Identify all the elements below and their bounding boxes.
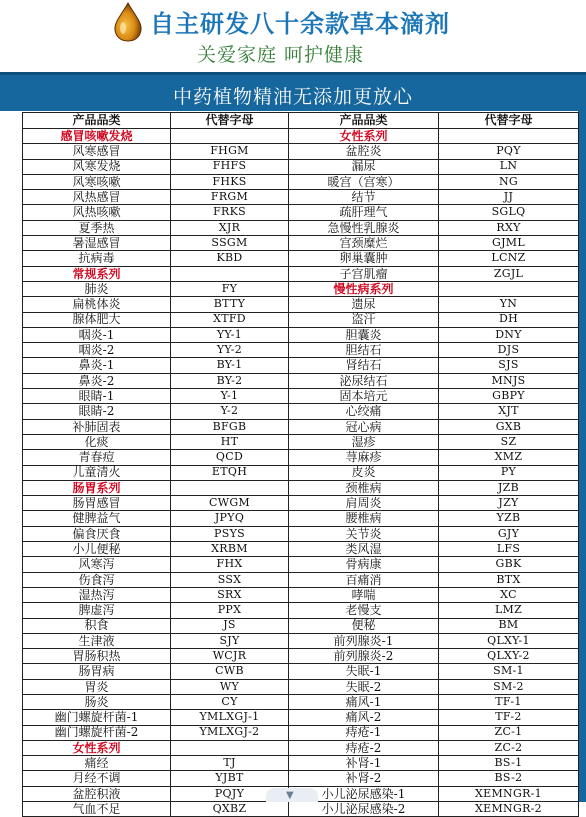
right-edge-bar [578,111,586,802]
product-cell: 老慢支 [289,603,439,618]
code-cell: SRX [171,587,289,602]
code-cell: GJY [439,526,579,541]
product-cell: 补肾-2 [289,771,439,786]
code-cell: FRGM [171,190,289,205]
code-cell: FHX [171,557,289,572]
table-row [23,664,579,679]
code-cell: QXBZ [171,802,289,817]
code-cell: TF-1 [439,694,579,709]
code-cell: BY-1 [171,358,289,373]
code-cell: LMZ [439,603,579,618]
code-cell: GXB [439,419,579,434]
header-code-1: 代替字母 [171,113,289,129]
product-cell: 生津液 [23,633,171,648]
banner [0,72,586,111]
product-cell: 卵巢囊肿 [289,251,439,266]
product-cell: 荨麻疹 [289,450,439,465]
code-cell: FY [171,281,289,296]
code-cell: GBPY [439,389,579,404]
header-code-2: 代替字母 [439,113,579,129]
table-row [23,480,579,495]
code-cell: XMZ [439,450,579,465]
table-row [23,771,579,786]
table-row [23,312,579,327]
product-cell: 盗汗 [289,312,439,327]
code-cell: HT [171,434,289,449]
code-cell [171,480,289,495]
code-cell: ETQH [171,465,289,480]
product-cell: 咽炎-1 [23,327,171,342]
table-row [23,710,579,725]
product-cell: 风热感冒 [23,190,171,205]
code-cell: LCNZ [439,251,579,266]
product-cell: 急慢性乳腺炎 [289,220,439,235]
code-cell: SM-1 [439,664,579,679]
table-row [23,220,579,235]
product-cell: 小儿便秘 [23,542,171,557]
product-cell: 湿热泻 [23,587,171,602]
product-cell: 眼睛-2 [23,404,171,419]
code-cell: XJR [171,220,289,235]
code-cell: RXY [439,220,579,235]
code-cell: PSYS [171,526,289,541]
product-cell: 风寒咳嗽 [23,174,171,189]
table-row [23,756,579,771]
table-row [23,389,579,404]
oil-drop-icon [112,2,144,42]
product-cell: 类风湿 [289,542,439,557]
product-cell: 子宫肌瘤 [289,266,439,281]
page-subtitle: 关爱家庭 呵护健康 [197,44,365,66]
table-row [23,450,579,465]
table-row [23,679,579,694]
product-cell: 抗病毒 [23,251,171,266]
product-cell: 青春痘 [23,450,171,465]
code-cell: YMLXGJ-2 [171,725,289,740]
product-cell: 结节 [289,190,439,205]
table-row [23,327,579,342]
table-row [23,266,579,281]
code-cell: XJT [439,404,579,419]
code-cell: JS [171,618,289,633]
product-cell: 胃肠积热 [23,649,171,664]
product-cell: 痔疮-1 [289,725,439,740]
product-cell: 扁桃体炎 [23,297,171,312]
code-cell: JPYQ [171,511,289,526]
table-row [23,434,579,449]
product-cell: 暑湿感冒 [23,236,171,251]
table-row [23,419,579,434]
code-cell: QLXY-1 [439,633,579,648]
code-cell: DH [439,312,579,327]
table-row [23,740,579,755]
product-cell: 痔疮-2 [289,740,439,755]
product-cell: 脾虚泻 [23,603,171,618]
code-cell: YMLXGJ-1 [171,710,289,725]
code-cell: CWB [171,664,289,679]
product-cell: 泌尿结石 [289,373,439,388]
code-cell: FHKS [171,174,289,189]
code-cell: ZGJL [439,266,579,281]
code-cell: LFS [439,542,579,557]
code-cell: TJ [171,756,289,771]
product-cell: 便秘 [289,618,439,633]
table-row [23,618,579,633]
code-cell [171,129,289,144]
code-cell: XEMNGR-1 [439,786,579,801]
code-cell: BFGB [171,419,289,434]
product-cell: 肠炎 [23,694,171,709]
product-cell: 小儿泌尿感染-2 [289,802,439,817]
code-cell: CY [171,694,289,709]
code-cell: SZ [439,434,579,449]
code-cell: SJS [439,358,579,373]
product-cell: 幽门螺旋杆菌-2 [23,725,171,740]
code-cell: FHGM [171,144,289,159]
code-cell: GJML [439,236,579,251]
product-table [22,112,579,817]
category-heading-cell: 常规系列 [23,266,171,281]
code-cell: JZB [439,480,579,495]
code-cell: WY [171,679,289,694]
code-cell: LN [439,159,579,174]
code-cell [439,281,579,296]
table-row [23,144,579,159]
code-cell: PQY [439,144,579,159]
product-cell: 暖宫（宫寒） [289,174,439,189]
product-table-container [22,112,578,817]
code-cell: BS-1 [439,756,579,771]
product-cell: 鼻炎-2 [23,373,171,388]
code-cell [171,266,289,281]
code-cell: XEMNGR-2 [439,802,579,817]
product-cell: 腰椎病 [289,511,439,526]
table-row [23,404,579,419]
table-row [23,343,579,358]
table-row [23,557,579,572]
code-cell: YZB [439,511,579,526]
product-cell: 湿疹 [289,434,439,449]
table-row [23,694,579,709]
table-header-row [23,113,579,129]
category-heading-cell: 慢性病系列 [289,281,439,296]
category-heading-cell: 女性系列 [23,740,171,755]
product-cell: 风寒发烧 [23,159,171,174]
product-cell: 儿童清火 [23,465,171,480]
code-cell: YJBT [171,771,289,786]
code-cell: ZC-1 [439,725,579,740]
product-cell: 关节炎 [289,526,439,541]
product-cell: 前列腺炎-1 [289,633,439,648]
product-cell: 鼻炎-1 [23,358,171,373]
product-cell: 偏食厌食 [23,526,171,541]
product-cell: 咽炎-2 [23,343,171,358]
page-title: 自主研发八十余款草本滴剂 [150,10,450,38]
product-cell: 胆囊炎 [289,327,439,342]
code-cell: SSX [171,572,289,587]
code-cell: DJS [439,343,579,358]
code-cell: MNJS [439,373,579,388]
table-row [23,587,579,602]
category-heading-cell: 感冒咳嗽发烧 [23,129,171,144]
table-row [23,526,579,541]
code-cell: XTFD [171,312,289,327]
code-cell: SSGM [171,236,289,251]
product-cell: 痛风-1 [289,694,439,709]
code-cell: YN [439,297,579,312]
table-row [23,373,579,388]
table-row [23,802,579,817]
code-cell: FHFS [171,159,289,174]
product-cell: 眼睛-1 [23,389,171,404]
product-cell: 健脾益气 [23,511,171,526]
code-cell: CWGM [171,496,289,511]
table-row [23,649,579,664]
table-row [23,572,579,587]
product-cell: 百痛消 [289,572,439,587]
code-cell: SM-2 [439,679,579,694]
product-cell: 固本培元 [289,389,439,404]
product-cell: 夏季热 [23,220,171,235]
code-cell: Y-1 [171,389,289,404]
product-cell: 皮炎 [289,465,439,480]
table-row [23,251,579,266]
product-cell: 肠胃病 [23,664,171,679]
code-cell: PPX [171,603,289,618]
product-cell: 痛经 [23,756,171,771]
table-row [23,511,579,526]
code-cell: GBK [439,557,579,572]
product-cell: 失眠-2 [289,679,439,694]
table-row [23,496,579,511]
scroll-down-button[interactable] [266,788,318,802]
table-row [23,281,579,296]
code-cell: BTTY [171,297,289,312]
code-cell: YY-1 [171,327,289,342]
product-cell: 盆腔积液 [23,786,171,801]
code-cell: JZY [439,496,579,511]
code-cell: QCD [171,450,289,465]
table-body [23,129,579,817]
product-cell: 风热咳嗽 [23,205,171,220]
code-cell: YY-2 [171,343,289,358]
header-category-1: 产品品类 [23,113,171,129]
product-cell: 气血不足 [23,802,171,817]
product-cell: 肾结石 [289,358,439,373]
table-row [23,190,579,205]
product-cell: 化痰 [23,434,171,449]
product-cell: 颈椎病 [289,480,439,495]
table-row [23,159,579,174]
product-cell: 肩周炎 [289,496,439,511]
product-cell: 疏肝理气 [289,205,439,220]
product-cell: 补肾-1 [289,756,439,771]
product-cell: 遗尿 [289,297,439,312]
product-cell: 胃炎 [23,679,171,694]
product-cell: 积食 [23,618,171,633]
product-cell: 失眠-1 [289,664,439,679]
product-cell: 补肺固表 [23,419,171,434]
code-cell: Y-2 [171,404,289,419]
code-cell [171,740,289,755]
product-cell: 前列腺炎-2 [289,649,439,664]
product-cell: 腺体肥大 [23,312,171,327]
category-heading-cell: 肠胃系列 [23,480,171,495]
product-cell: 心绞痛 [289,404,439,419]
code-cell: BS-2 [439,771,579,786]
code-cell: JJ [439,190,579,205]
product-cell: 伤食泻 [23,572,171,587]
product-cell: 骨病康 [289,557,439,572]
product-cell: 哮喘 [289,587,439,602]
table-row [23,297,579,312]
code-cell: NG [439,174,579,189]
product-cell: 月经不调 [23,771,171,786]
table-row [23,542,579,557]
code-cell: PY [439,465,579,480]
code-cell: BY-2 [171,373,289,388]
product-cell: 盆腔炎 [289,144,439,159]
table-row [23,236,579,251]
code-cell: FRKS [171,205,289,220]
table-row [23,725,579,740]
table-row [23,465,579,480]
category-heading-cell: 女性系列 [289,129,439,144]
code-cell: ZC-2 [439,740,579,755]
product-cell: 冠心病 [289,419,439,434]
code-cell: XRBM [171,542,289,557]
code-cell: KBD [171,251,289,266]
header [0,0,586,70]
code-cell: TF-2 [439,710,579,725]
code-cell: SGLQ [439,205,579,220]
chevron-down-icon: ▼ [286,790,294,801]
table-row [23,205,579,220]
product-cell: 胆结石 [289,343,439,358]
product-cell: 小儿泌尿感染-1 [289,786,439,801]
code-cell [439,129,579,144]
product-cell: 风寒感冒 [23,144,171,159]
product-cell: 风寒泻 [23,557,171,572]
code-cell: DNY [439,327,579,342]
banner-text: 中药植物精油无添加更放心 [172,86,413,108]
code-cell: WCJR [171,649,289,664]
code-cell: SJY [171,633,289,648]
code-cell: BM [439,618,579,633]
table-row [23,603,579,618]
table-row [23,129,579,144]
product-cell: 痛风-2 [289,710,439,725]
product-cell: 肠胃感冒 [23,496,171,511]
code-cell: PQJY [171,786,289,801]
code-cell: BTX [439,572,579,587]
code-cell: QLXY-2 [439,649,579,664]
table-row [23,633,579,648]
table-row [23,358,579,373]
product-cell: 漏尿 [289,159,439,174]
product-cell: 幽门螺旋杆菌-1 [23,710,171,725]
table-row [23,174,579,189]
header-category-2: 产品品类 [289,113,439,129]
product-cell: 肺炎 [23,281,171,296]
product-cell: 宫颈糜烂 [289,236,439,251]
code-cell: XC [439,587,579,602]
